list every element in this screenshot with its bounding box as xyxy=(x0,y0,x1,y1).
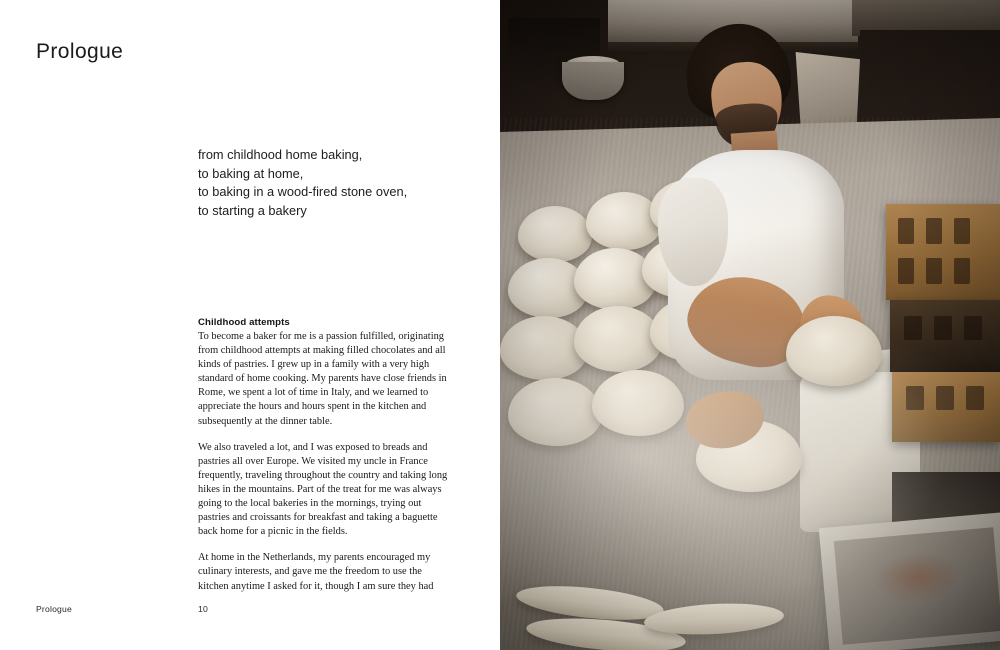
bread-crate xyxy=(886,204,1000,300)
page-title: Prologue xyxy=(36,40,124,63)
body-text xyxy=(198,317,454,594)
body-paragraph: To become a baker for me is a passion fulfilled, originating from childhood attempts at making filled chocolates and all kinds of pastries. I grew up in a family with a very high standard of home cooking. My parents have close friends in Rome, we spent a lot of time in Italy, and we learned to appreciate the hours and hours spent in the kitchen and subsequently at the dinner table. xyxy=(198,331,447,427)
epigraph-line-1: from childhood home baking, xyxy=(198,147,363,162)
baker-sleeve xyxy=(658,178,728,286)
epigraph xyxy=(198,146,468,220)
dough-ball xyxy=(518,206,592,262)
section-heading: Childhood attempts xyxy=(198,317,290,328)
epigraph-line-4: to starting a bakery xyxy=(198,202,307,218)
page-number: 10 xyxy=(198,604,208,614)
body-paragraph: We also traveled a lot, and I was exposed to breads and pastries all over Europe. We visited my uncle in France frequently, traveling throughout the country and taking long hikes in the mountains. Part of the treat for me was always going to the local bakeries in the mornings, trying out pastries and croissants for breakfast and taking a baguette back home for a picnic in the fields. xyxy=(198,441,448,538)
dough-ball xyxy=(586,192,662,250)
bakery-photograph xyxy=(500,0,1000,650)
body-paragraph: At home in the Netherlands, my parents encouraged my culinary interests, and gave me the freedom to use the kitchen anytime I asked for it, though I am sure they had xyxy=(198,552,434,592)
flour-dust xyxy=(500,300,1000,650)
metal-bowl xyxy=(562,62,624,100)
running-footer: Prologue xyxy=(36,604,73,614)
epigraph-line-2: to baking at home, xyxy=(198,165,304,181)
epigraph-line-3: to baking in a wood-fired stone oven, xyxy=(198,184,408,199)
photo-page xyxy=(500,0,1000,650)
